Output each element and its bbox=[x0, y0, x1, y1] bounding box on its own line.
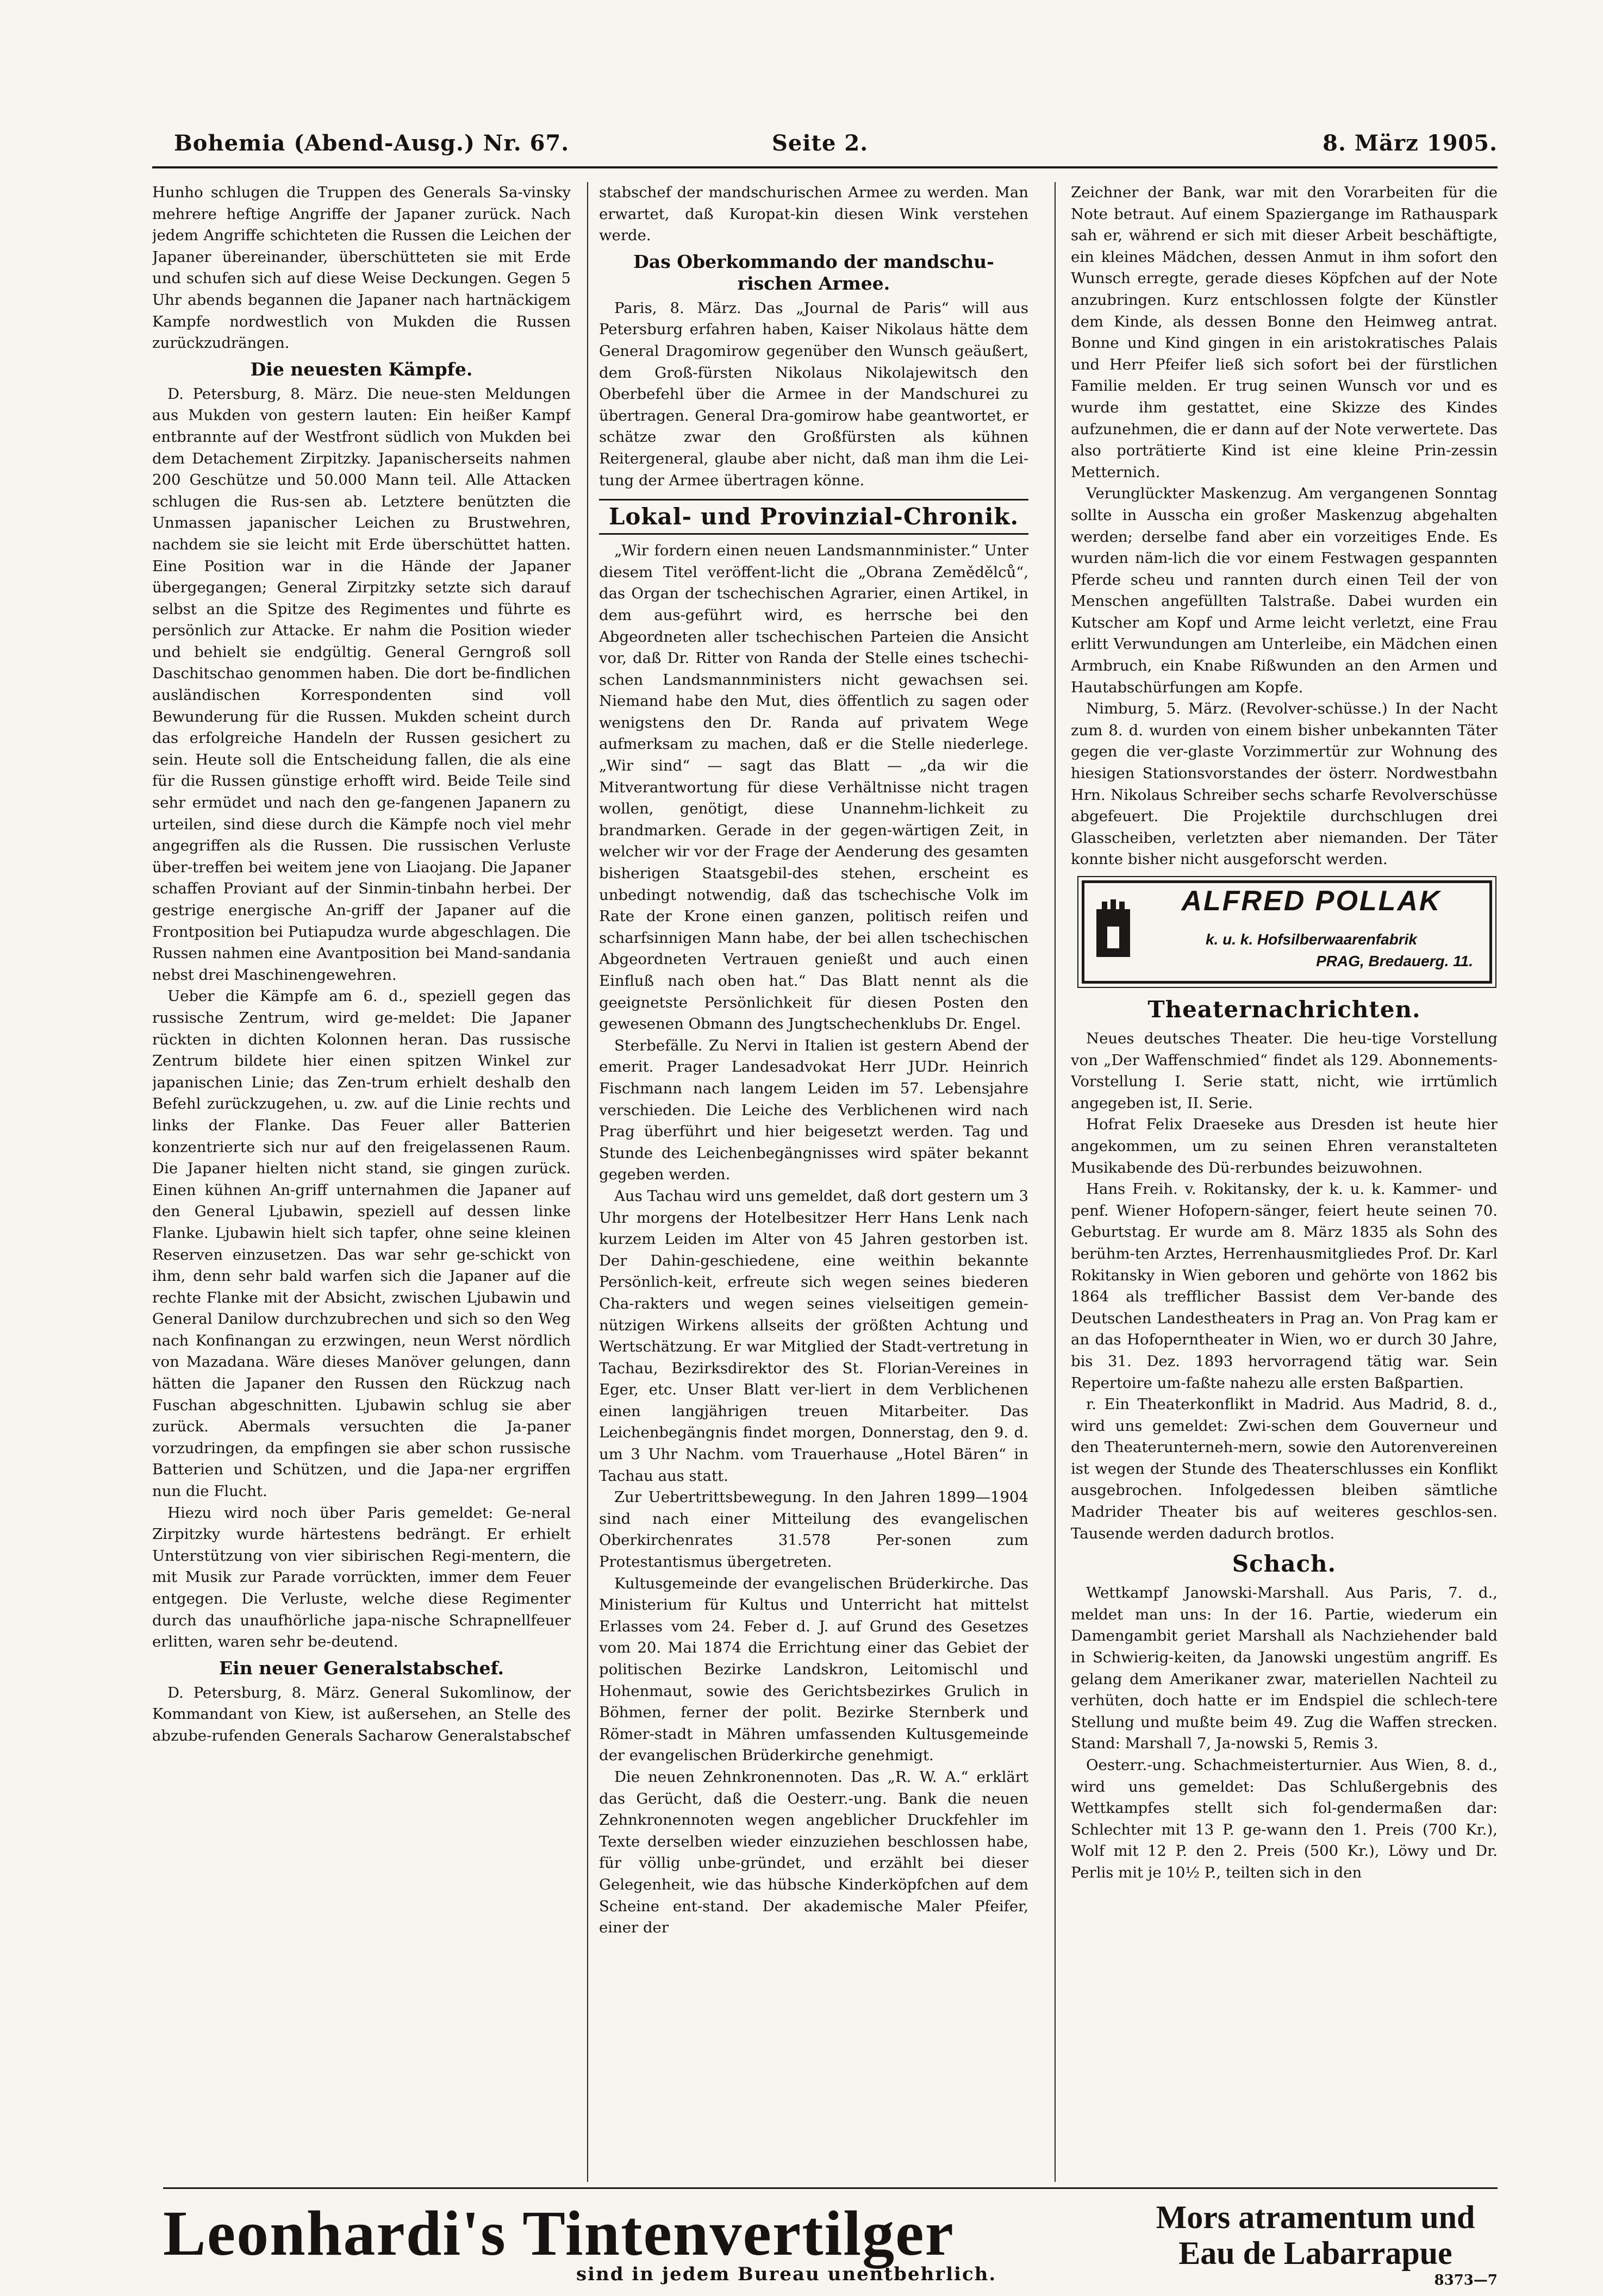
coat-of-arms-icon bbox=[1094, 899, 1132, 959]
article-text: Hiezu wird noch über Paris gemeldet: Ge-neral Zirpitzky wurde härtestens bedrängt. Er erhielt Unterstützung von vier sibirischen Regi-mentern, die mit Musik zur Parade vorrückten, immer dem Feuer entgegen. Die Verluste, welche diese Regimenter durch das unaufhörliche japa-nische Schrapnellfeuer erlitten, waren sehr be-deutend. bbox=[152, 1504, 571, 1651]
column-divider bbox=[587, 182, 588, 2182]
article-text: Kultusgemeinde der evangelischen Brüderkirche. Das Ministerium für Kultus und Unterricht hat mittelst Erlasses vom 24. Feber d. J. auf Grund des Gesetzes vom 20. Mai 1874 die Errichtung einer das Gebiet der politischen Bezirke Landskron, Leitomischl und Hohenmaut, sowie des Gerichtsbezirkes Grulich in Böhmen, ferner der polit. Bezirke Sternberk und Römer-stadt in Mähren umfassenden Kultusgemeinde der evangelischen Brüderkirche genehmigt. bbox=[599, 1574, 1028, 1765]
ad-company-name: ALFRED POLLAK bbox=[1181, 885, 1442, 917]
article-text: Hunho schlugen die Truppen des Generals Sa-vinsky mehrere heftige Angriffe der Japaner zurück. Nach jedem Angriffe schichteten die Russen die Leichen der Japaner übereinander, überschütteten sie mit Erde und schufen sich auf diese Weise Deckungen. Gegen 5 Uhr abends begannen die Japaner nach hartnäckigem Kampfe nordwestlich von Mukden die Russen zurückzudrängen. bbox=[152, 184, 571, 352]
section-heading: Ein neuer Generalstabschef. bbox=[219, 1657, 504, 1679]
section-heading: Theaternachrichten. bbox=[1147, 996, 1421, 1023]
ad-company-type: k. u. k. Hofsilberwaarenfabrik bbox=[1205, 931, 1418, 948]
article-text: stabschef der mandschurischen Armee zu werden. Man erwartet, daß Kuropat-kin diesen Wink verstehen werde. bbox=[599, 184, 1028, 245]
column-divider bbox=[1055, 182, 1056, 2182]
article-text: Sterbefälle. Zu Nervi in Italien ist gestern Abend der emerit. Prager Landesadvokat Herr JUDr. Heinrich Fischmann nach langem Leiden im 57. Lebensjahre verschieden. Die Leiche des Verblichenen wird nach Prag überführt und hier beigesetzt werden. Tag und Stunde des Leichenbegängnisses wird später bekannt gegeben werden. bbox=[599, 1036, 1028, 1184]
article-text: Hans Freih. v. Rokitansky, der k. u. k. Kammer- und penf. Wiener Hofopern-sänger, feiert heute seinen 70. Geburtstag. Er wurde am 8. März 1835 als Sohn des berühm-ten Arztes, Herrenhausmitgliedes Prof. Dr. Karl Rokitansky in Wien geboren und gehörte von 1862 bis 1864 als trefflicher Bassist dem Ver-bande des Deutschen Landestheaters in Prag an. Von Prag kam er an das Hofoperntheater in Wien, wo er durch 30 Jahre, bis 31. Dez. 1893 hervorragend tätig war. Sein Repertoire um-faßte nahezu alle ersten Baßpartien. bbox=[1071, 1180, 1498, 1392]
article-text: Ueber die Kämpfe am 6. d., speziell gegen das russische Zentrum, wird ge-meldet: Die Japaner rückten in dichten Kolonnen heran. Das russische Zentrum bildete hier einen spitzen Winkel zur japanischen Linie; das Zen-trum erhielt deshalb den Befehl zurückzugehen, u. zw. auf die Linie rechts und links der Flanke. Das Feuer aller Batterien konzentrierte sich nur auf den freigelassenen Raum. Die Japaner hielten nicht stand, sie gingen zurück. Einen kühnen An-griff unternahmen die Japaner auf den General Ljubawin, speziell auf dessen linke Flanke. Ljubawin hielt sich tapfer, ohne seine kleinen Reserven einzusetzen. Das war sehr ge-schickt von ihm, denn sehr bald warfen sich die Japaner auf die rechte Flanke mit der Absicht, zwischen Ljubawin und General Danilow durchzubrechen und sich so den Weg nach Konfinangan zu erzwingen, neun Werst nördlich von Mazadana. Wäre dieses Manöver gelungen, dann hätten die Japaner den Russen den Rückzug nach Fuschan abgeschnitten. Ljubawin schlug sie aber zurück. Abermals versuchten die Ja-paner vorzudringen, da empfingen sie aber schon russische Batterien und Schützen, und die Japa-ner ergriffen nun die Flucht. bbox=[152, 987, 571, 1500]
ad-slogan: sind in jedem Bureau unentbehrlich. bbox=[576, 2263, 997, 2285]
column-3 bbox=[1071, 182, 1498, 2231]
column-2 bbox=[599, 182, 1028, 2231]
article-text: Zeichner der Bank, war mit den Vorarbeiten für die Note betraut. Auf einem Spaziergange im Rathauspark sah er, während er sich mit dieser Arbeit beschäftigte, ein kleines Mädchen, dessen Anmut in ihm sofort den Wunsch erregte, gerade dieses Köpfchen auf der Note anzubringen. Kurz entschlossen folgte der Künstler dem Kinde, als dessen Bonne den Heimweg antrat. Bonne und Kind gingen in ein aristokratisches Palais und Herr Pfeifer ließ sich sofort bei der fürstlichen Familie melden. Er trug seinen Wunsch vor und es wurde ihm gestattet, eine Skizze des Kindes aufzunehmen, die er dann auf der Note verwertete. Das also porträtierte Kind ist eine kleine Prin-zessin Metternich. bbox=[1071, 184, 1498, 481]
page-number: Seite 2. bbox=[772, 130, 869, 156]
article-text: D. Petersburg, 8. März. Die neue-sten Meldungen aus Mukden von gestern lauten: Ein heißer Kampf entbrannte auf der Westfront südlich von Mukden bei dem Detachement Zirpitzky. Japanischerseits nahmen 200 Geschütze und 50.000 Mann teil. Alle Attacken schlugen die Rus-sen ab. Letztere benützten die Unmassen japanischer Leichen zu Brustwehren, nachdem sie sie leicht mit Erde überschüttet hatten. Eine Position war in die Hände der Japaner übergegangen; General Zirpitzky setzte sich darauf selbst an die Spitze des Regimentes und führte es persönlich zur Attacke. Er nahm die Position wieder und behielt sie endgültig. General Gerngroß soll Daschitschao genommen haben. Die dort be-findlichen ausländischen Korrespondenten sind voll Bewunderung für die Russen. Mukden scheint durch das erfolgreiche Handeln der Russen gesichert zu sein. Heute soll die Entscheidung fallen, die als eine für die Russen günstige erhofft wird. Beide Teile sind sehr ermüdet und nach den ge-fangenen Japanern zu urteilen, sind diese durch die Kämpfe noch viel mehr angegriffen als die Russen. Die russischen Verluste über-treffen bei weitem jene von Liaojang. Die Japaner schaffen Proviant auf der Sinmin-tinbahn herbei. Der gestrige energische An-griff der Japaner auf die Frontposition bei Putiapudza wurde abgeschlagen. Die Russen nahmen eine Avantposition bei Mand-sandania nebst drei Maschinengewehren. bbox=[152, 385, 571, 984]
article-text: r. Ein Theaterkonflikt in Madrid. Aus Madrid, 8. d., wird uns gemeldet: Zwi-schen dem Gouverneur und den Theaterunterneh-mern, sowie den Autorenvereinen ist wegen der Stunde des Theaterschlusses ein Konflikt ausgebrochen. Infolgedessen bleiben sämtliche Madrider Theater bis auf weiteres geschlos-sen. Tausende werden dadurch brotlos. bbox=[1071, 1396, 1498, 1542]
ad-product-name: Leonhardi's Tintenvertilger bbox=[163, 2198, 955, 2269]
article-text: Neues deutsches Theater. Die heu-tige Vorstellung von „Der Waffenschmied“ findet als 129. Abonnements-Vorstellung I. Serie statt, nicht, wie irrtümlich angegeben ist, II. Serie. bbox=[1071, 1030, 1498, 1112]
article-text: Oesterr.-ung. Schachmeisterturnier. Aus Wien, 8. d., wird uns gemeldet: Das Schlußergebnis des Wettkampfes stellt sich fol-gendermaßen dar: Schlechter mit 13 P. ge-wann den 1. Preis (700 Kr.), Wolf mit 12 P. den 2. Preis (500 Kr.), Löwy und Dr. Perlis mit je 10½ P., teilten sich in den bbox=[1071, 1756, 1498, 1881]
section-heading: Schach. bbox=[1232, 1550, 1337, 1578]
article-text: Zur Uebertrittsbewegung. In den Jahren 1899—1904 sind nach einer Mitteilung des evangelischen Oberkirchenrates 31.578 Per-sonen zum Protestantismus übergetreten. bbox=[599, 1488, 1028, 1571]
footer-advertisement bbox=[163, 2187, 1498, 2296]
section-heading: Lokal- und Provinzial-Chronik. bbox=[608, 503, 1019, 530]
footer-rule bbox=[163, 2187, 1498, 2189]
article-text: „Wir fordern einen neuen Landsmannminister.“ Unter diesem Titel veröffent-licht die „Obrana Zemědělců“, das Organ der tschechischen Agrarier, einen Artikel, in dem aus-geführt wird, es herrsche bei den Abgeordneten aller tschechischen Parteien die Ansicht vor, daß Dr. Ritter von Randa der Stelle eines tschechi-schen Landsmannministers nicht gewachsen sei. Niemand habe den Mut, dies öffentlich zu sagen oder wenigstens den Dr. Randa auf privatem Wege aufmerksam zu machen, daß er die Stelle niederlege. „Wir sind“ — sagt das Blatt — „da wir die Mitverantwortung für diese Verhältnisse nicht tragen wollen, genötigt, diese Unannehm-lichkeit zu brandmarken. Gerade in der gegen-wärtigen Zeit, in welcher wir vor der Frage der Aenderung des gesamten bisherigen Staatsgebil-des stehen, erscheint es unbedingt notwendig, daß das tschechische Volk im Rate der Krone einen ganzen, politisch reifen und scharfsinnigen Mann habe, der bei allen tschechischen Abgeordneten Vertrauen genießt und auch einen Einfluß nach oben hat.“ Das Blatt nennt als die geeignetste Persönlichkeit für diesen Posten den gewesenen Obmann des Jungtschechenklubs Dr. Engel. bbox=[599, 542, 1028, 1033]
column-1 bbox=[152, 182, 571, 2231]
section-heading: Die neuesten Kämpfe. bbox=[250, 358, 473, 380]
ad-address: PRAG, Bredauerg. 11. bbox=[1316, 953, 1473, 969]
issue-date: 8. März 1905. bbox=[1323, 130, 1498, 156]
section-banner bbox=[599, 499, 1028, 535]
ad-product-line: Mors atramentum und bbox=[1156, 2199, 1475, 2235]
header-rule bbox=[152, 166, 1498, 168]
section-heading: Das Oberkommando der mandschu-rischen Armee. bbox=[633, 251, 994, 294]
article-text: Paris, 8. März. Das „Journal de Paris“ will aus Petersburg erfahren haben, Kaiser Nikolaus hätte dem General Dragomirow gegenüber den Wunsch geäußert, dem Groß-fürsten Nikolaus Nikolajewitsch den Oberbefehl über die Armee in der Mandschurei zu übertragen. General Dra-gomirow habe geantwortet, er schätze zwar den Großfürsten als kühnen Reitergeneral, glaube aber nicht, daß man ihm die Lei-tung der Armee übertragen könne. bbox=[599, 299, 1028, 489]
article-text: Die neuen Zehnkronennoten. Das „R. W. A.“ erklärt das Gerücht, daß die Oesterr.-ung. Bank die neuen Zehnkronennoten wegen angeblicher Druckfehler im Texte derselben wieder einzuziehen beschlossen habe, für völlig unbe-gründet, und erzählt bei dieser Gelegenheit, wie das hübsche Kinderköpfchen auf dem Scheine ent-stand. Der akademische Maler Pfeifer, einer der bbox=[599, 1768, 1028, 1937]
masthead-issue: Bohemia (Abend-Ausg.) Nr. 67. bbox=[174, 130, 570, 156]
pollak-advertisement bbox=[1082, 880, 1492, 984]
article-text: Wettkampf Janowski-Marshall. Aus Paris, 7. d., meldet man uns: In der 16. Partie, wiederum ein Damengambit geriet Marshall als Nachziehender bald in Schwierig-keiten, da Janowski ungestüm angriff. Es gelang dem Amerikaner zwar, materiellen Nachteil zu verhüten, doch hatte er im Endspiel die schlech-tere Stellung und mußte beim 49. Zug die Waffen strecken. Stand: Marshall 7, Ja-nowski 5, Remis 3. bbox=[1071, 1584, 1498, 1753]
article-text: Hofrat Felix Draeseke aus Dresden ist heute hier angekommen, um zu seinen Ehren veranstalteten Musikabende des Dü-rerbundes beizuwohnen. bbox=[1071, 1116, 1498, 1177]
ad-product-list bbox=[1128, 2199, 1503, 2271]
running-head bbox=[152, 130, 1498, 163]
ad-product-line: Eau de Labarrapue bbox=[1178, 2235, 1452, 2271]
article-text: Nimburg, 5. März. (Revolver-schüsse.) In der Nacht zum 8. d. wurden von einem bisher unbekannten Täter gegen die ver-glaste Vorzimmertür zur Wohnung des hiesigen Stationsvorstandes der österr. Nordwestbahn Hrn. Nikolaus Schreiber sechs scharfe Revolverschüsse abgefeuert. Die Projektile durchschlugen drei Glasscheiben, verletzten aber niemanden. Der Täter konnte bisher nicht ausgeforscht werden. bbox=[1071, 700, 1498, 868]
article-text: D. Petersburg, 8. März. General Sukomlinow, der Kommandant von Kiew, ist außersehen, an Stelle des abzube-rufenden Generals Sacharow Generalstabschef bbox=[152, 1684, 571, 1744]
ad-code: 8373—7 bbox=[1434, 2272, 1498, 2288]
article-text: Aus Tachau wird uns gemeldet, daß dort gestern um 3 Uhr morgens der Hotelbesitzer Herr Hans Lenk nach kurzem Leiden im Alter von 45 Jahren gestorben ist. Der Dahin-geschiedene, eine weithin bekannte Persönlich-keit, erfreute sich wegen seines biederen Cha-rakters und wegen seines vielseitigen gemein-nützigen Wirkens allseits der größten Achtung und Wertschätzung. Er war Mitglied der Stadt-vertretung in Tachau, Bezirksdirektor des St. Florian-Vereines in Eger, etc. Unser Blatt ver-liert in dem Verblichenen einen langjährigen treuen Mitarbeiter. Das Leichenbegängnis findet morgen, Donnerstag, den 9. d. um 3 Uhr Nachm. vom Trauerhause „Hotel Bären“ in Tachau aus statt. bbox=[599, 1187, 1028, 1485]
newspaper-page bbox=[152, 130, 1498, 2288]
article-text: Verunglückter Maskenzug. Am vergangenen Sonntag sollte in Ausscha ein großer Maskenzug abgehalten werden; derselbe fand aber ein vorzeitiges Ende. Es wurden näm-lich die vor einem Festwagen gespannten Pferde scheu und rannten durch einen Teil der von Menschen angefüllten Talstraße. Dabei wurden ein Kutscher am Kopf und Arme leicht verletzt, eine Frau erlitt Verwundungen am Unterleibe, ein Mädchen einen Armbruch, ein Knabe Rißwunden an den Armen und Hautabschürfungen am Kopfe. bbox=[1071, 485, 1498, 696]
